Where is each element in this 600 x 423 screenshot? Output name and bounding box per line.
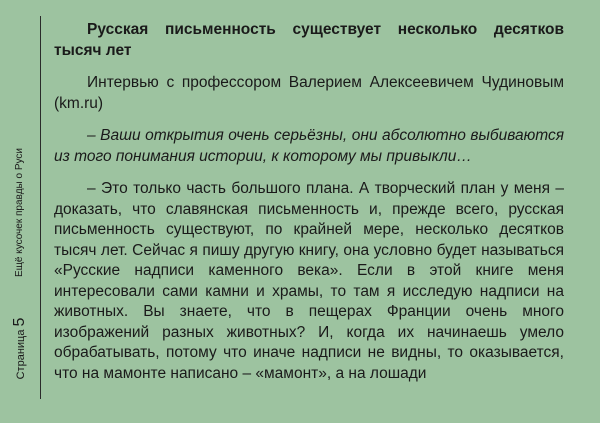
- interview-intro: Интервью с профессором Валерием Алексеевичем Чудиновым (km.ru): [54, 74, 564, 112]
- article-heading: Русская письменность существует несколько десятков тысяч лет: [54, 21, 564, 59]
- page-label: Страница: [15, 329, 27, 380]
- interview-answer: – Это только часть большого плана. А творческий план у меня – доказать, что славянская письменность и, прежде всего, русская письменность существуют, по крайней мере, несколько десятков тысяч лет. Сейчас я пишу другую книгу, она условно будет называться «Русские надписи каменного века». Если в этой книге меня интересовали сами камни и храмы, то там я исследую надписи на животных. Вы знаете, что в пещерах Франции очень много изображений разных животных? И, когда их начинаешь умело обрабатывать, потому что иначе надписи не видны, то оказывается, что на мамонте написано – «мамонт», а на лошади: [54, 180, 564, 382]
- sidebar-divider: [40, 16, 41, 399]
- article-body: [54, 20, 564, 396]
- page-number-block: [3, 300, 37, 397]
- interview-question: – Ваши открытия очень серьёзны, они абсолютно выбиваются из того понимания истории, к которому мы привыкли…: [54, 127, 564, 165]
- page-number: 5: [11, 317, 28, 327]
- page-sidebar: [0, 0, 44, 423]
- running-title: Ещё кусочек правды о Руси: [14, 148, 25, 278]
